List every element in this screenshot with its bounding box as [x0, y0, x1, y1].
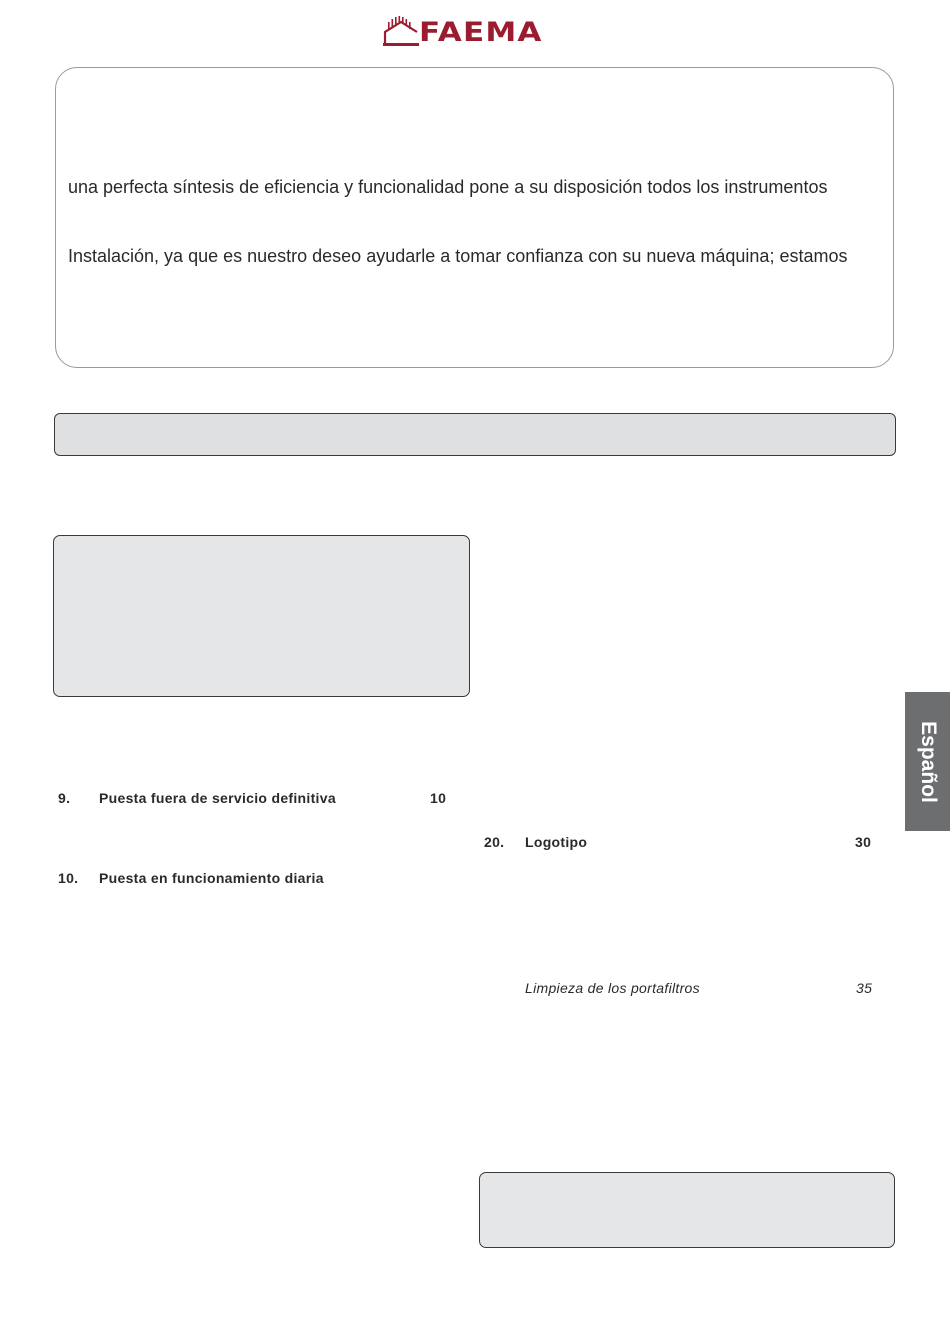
toc-title: Puesta en funcionamiento diaria — [99, 870, 324, 886]
faema-logo — [383, 16, 567, 48]
intro-box — [55, 67, 894, 368]
section-title-bar — [54, 413, 896, 456]
notice-box-bottom-right — [479, 1172, 895, 1248]
intro-line-1: una perfecta síntesis de eficiencia y funcionalidad pone a su disposición todos los instrumentos — [68, 177, 828, 197]
toc-title: Limpieza de los portafiltros — [525, 980, 700, 996]
toc-page: 35 — [856, 980, 873, 996]
toc-number: 20. — [484, 834, 505, 850]
toc-page: 30 — [855, 834, 872, 850]
toc-title: Puesta fuera de servicio definitiva — [99, 790, 336, 806]
brand-name: FAEMA — [419, 17, 543, 48]
toc-title: Logotipo — [525, 834, 588, 850]
toc-number: 9. — [58, 790, 71, 806]
language-tab[interactable] — [905, 692, 950, 831]
toc-number: 10. — [58, 870, 79, 886]
faema-crown-logo-icon — [383, 16, 419, 48]
notice-box-left — [53, 535, 470, 697]
toc-page: 10 — [430, 790, 447, 806]
language-tab-label: Español — [916, 720, 940, 803]
intro-line-2: Instalación, ya que es nuestro deseo ayudarle a tomar confianza con su nueva máquina; estamos — [68, 246, 848, 266]
